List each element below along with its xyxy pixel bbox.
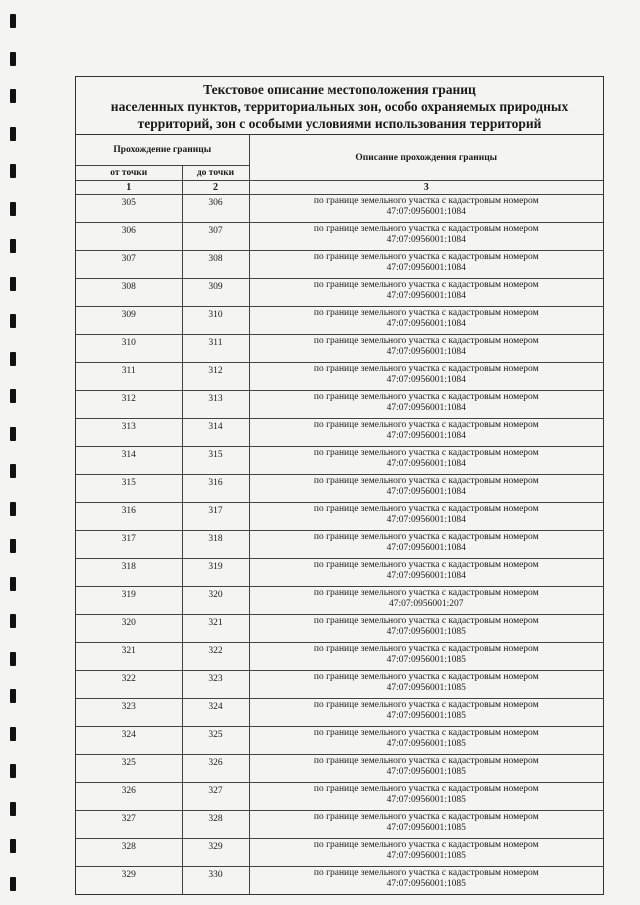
- binder-hole: [10, 577, 16, 591]
- binder-hole: [10, 89, 16, 103]
- from-point-cell: 320: [76, 615, 182, 643]
- description-cell: [249, 223, 603, 251]
- binder-hole: [10, 764, 16, 778]
- cadastral-number: 47:07:0956001:1084: [386, 570, 466, 581]
- to-point-cell: 308: [182, 251, 249, 279]
- to-point-cell: 314: [182, 419, 249, 447]
- cadastral-number: 47:07:0956001:1085: [386, 878, 466, 889]
- from-point-cell: 313: [76, 419, 182, 447]
- description-text: по границе земельного участка с кадастровым номером: [313, 224, 539, 234]
- description-cell: [249, 867, 603, 895]
- binder-hole: [10, 127, 16, 141]
- description-text: по границе земельного участка с кадастровым номером: [313, 672, 539, 682]
- to-point-cell: 321: [182, 615, 249, 643]
- description-cell: [249, 279, 603, 307]
- cadastral-number: 47:07:0956001:207: [389, 598, 464, 609]
- description-text: по границе земельного участка с кадастровым номером: [313, 560, 539, 570]
- binder-hole: [10, 239, 16, 253]
- binder-hole: [10, 877, 16, 891]
- description-cell: [249, 447, 603, 475]
- binder-hole: [10, 652, 16, 666]
- description-text: по границе земельного участка с кадастровым номером: [313, 364, 539, 374]
- table-row: [76, 811, 603, 839]
- description-cell: [249, 419, 603, 447]
- to-point-cell: 326: [182, 755, 249, 783]
- description-text: по границе земельного участка с кадастровым номером: [313, 476, 539, 486]
- cadastral-number: 47:07:0956001:1085: [386, 794, 466, 805]
- cadastral-number: 47:07:0956001:1085: [386, 626, 466, 637]
- description-text: по границе земельного участка с кадастровым номером: [313, 336, 539, 346]
- description-text: по границе земельного участка с кадастровым номером: [313, 392, 539, 402]
- table-row: [76, 279, 603, 307]
- description-cell: [249, 615, 603, 643]
- from-point-cell: 322: [76, 671, 182, 699]
- description-cell: [249, 727, 603, 755]
- cadastral-number: 47:07:0956001:1084: [386, 514, 466, 525]
- description-cell: [249, 195, 603, 223]
- cadastral-number: 47:07:0956001:1084: [386, 290, 466, 301]
- title-line: Текстовое описание местоположения границ: [203, 82, 476, 97]
- description-text: по границе земельного участка с кадастровым номером: [313, 868, 539, 878]
- table-row: [76, 391, 603, 419]
- description-text: по границе земельного участка с кадастровым номером: [313, 280, 539, 290]
- description-text: по границе земельного участка с кадастровым номером: [313, 588, 539, 598]
- title-line: населенных пунктов, территориальных зон, особо охраняемых природных: [110, 99, 569, 114]
- table-row: [76, 419, 603, 447]
- description-cell: [249, 587, 603, 615]
- from-point-cell: 326: [76, 783, 182, 811]
- to-point-cell: 329: [182, 839, 249, 867]
- cadastral-number: 47:07:0956001:1084: [386, 430, 466, 441]
- description-text: по границе земельного участка с кадастровым номером: [313, 812, 539, 822]
- document-title: [76, 77, 603, 135]
- description-text: по границе земельного участка с кадастровым номером: [313, 644, 539, 654]
- to-point-cell: 330: [182, 867, 249, 895]
- header-to-point: до точки: [182, 166, 249, 181]
- to-point-cell: 317: [182, 503, 249, 531]
- description-cell: [249, 531, 603, 559]
- from-point-cell: 305: [76, 195, 182, 223]
- description-cell: [249, 363, 603, 391]
- from-point-cell: 311: [76, 363, 182, 391]
- from-point-cell: 318: [76, 559, 182, 587]
- to-point-cell: 315: [182, 447, 249, 475]
- cadastral-number: 47:07:0956001:1085: [386, 850, 466, 861]
- cadastral-number: 47:07:0956001:1084: [386, 318, 466, 329]
- binder-hole: [10, 14, 16, 28]
- table-row: [76, 699, 603, 727]
- table-row: [76, 755, 603, 783]
- cadastral-number: 47:07:0956001:1084: [386, 206, 466, 217]
- description-cell: [249, 503, 603, 531]
- description-cell: [249, 307, 603, 335]
- to-point-cell: 307: [182, 223, 249, 251]
- binder-hole: [10, 52, 16, 66]
- binder-hole: [10, 689, 16, 703]
- table-row: [76, 447, 603, 475]
- from-point-cell: 329: [76, 867, 182, 895]
- description-text: по границе земельного участка с кадастровым номером: [313, 700, 539, 710]
- binder-hole: [10, 839, 16, 853]
- description-text: по границе земельного участка с кадастровым номером: [313, 308, 539, 318]
- to-point-cell: 316: [182, 475, 249, 503]
- boundary-table: [76, 135, 603, 894]
- table-row: [76, 559, 603, 587]
- binder-hole: [10, 277, 16, 291]
- description-cell: [249, 755, 603, 783]
- from-point-cell: 310: [76, 335, 182, 363]
- from-point-cell: 307: [76, 251, 182, 279]
- description-text: по границе земельного участка с кадастровым номером: [313, 840, 539, 850]
- to-point-cell: 320: [182, 587, 249, 615]
- to-point-cell: 318: [182, 531, 249, 559]
- binder-hole: [10, 614, 16, 628]
- to-point-cell: 310: [182, 307, 249, 335]
- description-cell: [249, 811, 603, 839]
- table-row: [76, 671, 603, 699]
- to-point-cell: 311: [182, 335, 249, 363]
- description-cell: [249, 391, 603, 419]
- table-row: [76, 643, 603, 671]
- cadastral-number: 47:07:0956001:1084: [386, 402, 466, 413]
- table-row: [76, 363, 603, 391]
- description-cell: [249, 643, 603, 671]
- table-row: [76, 839, 603, 867]
- description-cell: [249, 559, 603, 587]
- description-text: по границе земельного участка с кадастровым номером: [313, 616, 539, 626]
- from-point-cell: 319: [76, 587, 182, 615]
- description-text: по границе земельного участка с кадастровым номером: [313, 448, 539, 458]
- description-cell: [249, 475, 603, 503]
- from-point-cell: 321: [76, 643, 182, 671]
- cadastral-number: 47:07:0956001:1085: [386, 822, 466, 833]
- cadastral-number: 47:07:0956001:1084: [386, 262, 466, 273]
- cadastral-number: 47:07:0956001:1084: [386, 346, 466, 357]
- from-point-cell: 312: [76, 391, 182, 419]
- table-row: [76, 223, 603, 251]
- binder-holes: [0, 0, 22, 905]
- cadastral-number: 47:07:0956001:1084: [386, 458, 466, 469]
- from-point-cell: 317: [76, 531, 182, 559]
- table-row: [76, 867, 603, 895]
- column-number: 3: [249, 181, 603, 195]
- to-point-cell: 319: [182, 559, 249, 587]
- table-body: [76, 195, 603, 895]
- cadastral-number: 47:07:0956001:1084: [386, 374, 466, 385]
- description-text: по границе земельного участка с кадастровым номером: [313, 420, 539, 430]
- from-point-cell: 309: [76, 307, 182, 335]
- to-point-cell: 327: [182, 783, 249, 811]
- table-row: [76, 335, 603, 363]
- description-cell: [249, 699, 603, 727]
- from-point-cell: 306: [76, 223, 182, 251]
- binder-hole: [10, 314, 16, 328]
- header-from-point: от точки: [76, 166, 182, 181]
- description-text: по границе земельного участка с кадастровым номером: [313, 756, 539, 766]
- to-point-cell: 309: [182, 279, 249, 307]
- binder-hole: [10, 802, 16, 816]
- binder-hole: [10, 502, 16, 516]
- binder-hole: [10, 539, 16, 553]
- table-row: [76, 475, 603, 503]
- from-point-cell: 308: [76, 279, 182, 307]
- description-cell: [249, 839, 603, 867]
- from-point-cell: 315: [76, 475, 182, 503]
- description-text: по границе земельного участка с кадастровым номером: [313, 504, 539, 514]
- description-text: по границе земельного участка с кадастровым номером: [313, 252, 539, 262]
- binder-hole: [10, 727, 16, 741]
- to-point-cell: 323: [182, 671, 249, 699]
- to-point-cell: 324: [182, 699, 249, 727]
- cadastral-number: 47:07:0956001:1085: [386, 654, 466, 665]
- from-point-cell: 325: [76, 755, 182, 783]
- table-row: [76, 783, 603, 811]
- header-description: Описание прохождения границы: [249, 135, 603, 181]
- description-text: по границе земельного участка с кадастровым номером: [313, 196, 539, 206]
- table-row: [76, 615, 603, 643]
- to-point-cell: 322: [182, 643, 249, 671]
- cadastral-number: 47:07:0956001:1085: [386, 738, 466, 749]
- to-point-cell: 313: [182, 391, 249, 419]
- cadastral-number: 47:07:0956001:1084: [386, 234, 466, 245]
- table-row: [76, 587, 603, 615]
- binder-hole: [10, 464, 16, 478]
- description-cell: [249, 671, 603, 699]
- to-point-cell: 306: [182, 195, 249, 223]
- binder-hole: [10, 427, 16, 441]
- description-cell: [249, 251, 603, 279]
- binder-hole: [10, 164, 16, 178]
- from-point-cell: 324: [76, 727, 182, 755]
- column-number: 2: [182, 181, 249, 195]
- binder-hole: [10, 352, 16, 366]
- description-text: по границе земельного участка с кадастровым номером: [313, 532, 539, 542]
- to-point-cell: 328: [182, 811, 249, 839]
- cadastral-number: 47:07:0956001:1085: [386, 682, 466, 693]
- table-row: [76, 503, 603, 531]
- description-cell: [249, 335, 603, 363]
- header-boundary-passage: Прохождение границы: [76, 135, 249, 166]
- binder-hole: [10, 202, 16, 216]
- cadastral-number: 47:07:0956001:1085: [386, 766, 466, 777]
- binder-hole: [10, 389, 16, 403]
- description-text: по границе земельного участка с кадастровым номером: [313, 728, 539, 738]
- table-row: [76, 251, 603, 279]
- to-point-cell: 325: [182, 727, 249, 755]
- to-point-cell: 312: [182, 363, 249, 391]
- table-row: [76, 307, 603, 335]
- column-number: 1: [76, 181, 182, 195]
- cadastral-number: 47:07:0956001:1084: [386, 486, 466, 497]
- title-line: территорий, зон с особыми условиями использования территорий: [137, 116, 542, 131]
- cadastral-number: 47:07:0956001:1085: [386, 710, 466, 721]
- table-row: [76, 727, 603, 755]
- description-cell: [249, 783, 603, 811]
- description-text: по границе земельного участка с кадастровым номером: [313, 784, 539, 794]
- table-row: [76, 195, 603, 223]
- from-point-cell: 328: [76, 839, 182, 867]
- from-point-cell: 327: [76, 811, 182, 839]
- from-point-cell: 314: [76, 447, 182, 475]
- cadastral-number: 47:07:0956001:1084: [386, 542, 466, 553]
- document-frame: [75, 76, 604, 895]
- from-point-cell: 316: [76, 503, 182, 531]
- table-row: [76, 531, 603, 559]
- from-point-cell: 323: [76, 699, 182, 727]
